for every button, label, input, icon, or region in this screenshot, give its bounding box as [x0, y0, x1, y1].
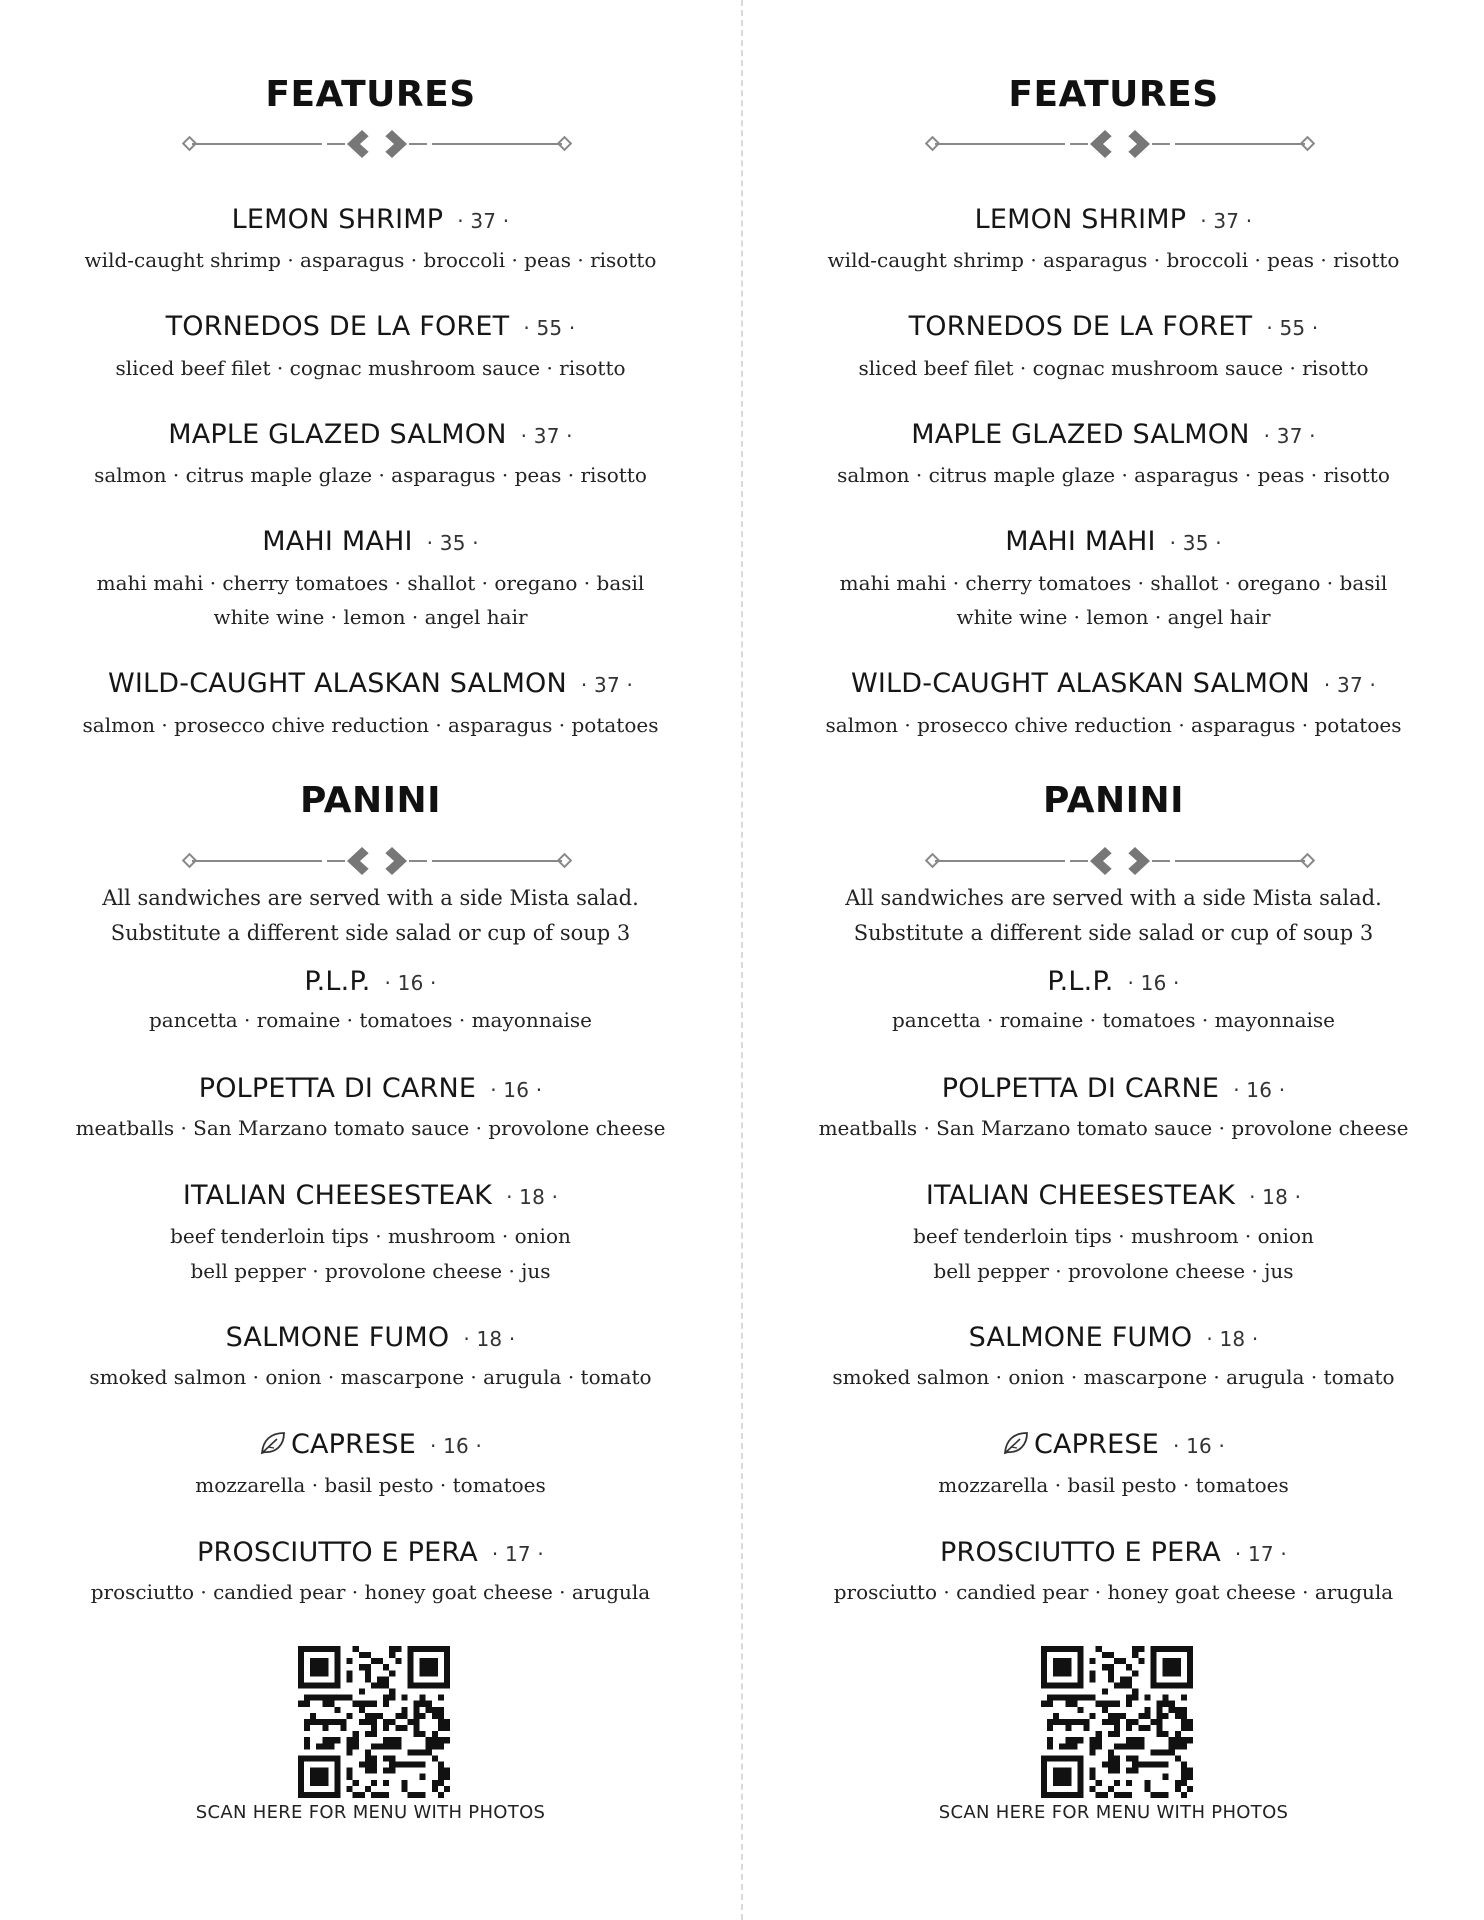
menu-item-name: SALMONE FUMO · 18 ·: [225, 1322, 516, 1353]
menu-item-description: prosciutto · candied pear · honey goat cheese · arugula: [833, 1580, 1394, 1604]
menu-item-description: mozzarella · basil pesto · tomatoes: [938, 1473, 1289, 1497]
menu-item-name: CAPRESE · 16 ·: [0, 1429, 741, 1460]
menu-item-description: salmon · citrus maple glaze · asparagus · peas · risotto: [837, 463, 1390, 487]
menu-item-name: PROSCIUTTO E PERA · 17 ·: [197, 1537, 544, 1568]
menu-item-name: WILD-CAUGHT ALASKAN SALMON · 37 ·: [107, 668, 634, 699]
menu-item-name: P.L.P. · 16 ·: [304, 966, 437, 997]
ornament-divider-icon: [182, 126, 572, 162]
panini-note: Substitute a different side salad or cup of soup 3: [853, 921, 1374, 945]
ornament-divider-icon: [182, 843, 572, 879]
menu-item-name: LEMON SHRIMP · 37 ·: [974, 204, 1253, 235]
panini-note: All sandwiches are served with a side Mista salad.: [845, 886, 1382, 910]
menu-item-description: beef tenderloin tips · mushroom · onion: [913, 1224, 1314, 1248]
menu-item-description: smoked salmon · onion · mascarpone · arugula · tomato: [832, 1365, 1395, 1389]
menu-item-name: POLPETTA DI CARNE · 16 ·: [198, 1073, 543, 1104]
menu-item-name: MAHI MAHI · 35 ·: [262, 526, 479, 557]
features-title: FEATURES: [265, 74, 476, 115]
qr-code-icon[interactable]: [298, 1646, 450, 1798]
menu-column: [743, 0, 1484, 1920]
menu-item-description: beef tenderloin tips · mushroom · onion: [170, 1224, 571, 1248]
panini-note: All sandwiches are served with a side Mista salad.: [102, 886, 639, 910]
menu-item-description: wild-caught shrimp · asparagus · broccoli · peas · risotto: [84, 248, 657, 272]
menu-item-description: pancetta · romaine · tomatoes · mayonnaise: [891, 1008, 1336, 1032]
menu-item-description: white wine · lemon · angel hair: [956, 605, 1271, 629]
panini-title: PANINI: [300, 780, 441, 821]
menu-item-description: bell pepper · provolone cheese · jus: [190, 1259, 551, 1283]
features-title: FEATURES: [1008, 74, 1219, 115]
menu-item-description: wild-caught shrimp · asparagus · broccoli · peas · risotto: [827, 248, 1400, 272]
menu-column: [0, 0, 741, 1920]
menu-item-description: mahi mahi · cherry tomatoes · shallot · oregano · basil: [96, 571, 645, 595]
menu-item-description: sliced beef filet · cognac mushroom sauce · risotto: [115, 356, 626, 380]
menu-item-description: pancetta · romaine · tomatoes · mayonnaise: [148, 1008, 593, 1032]
menu-item-description: mahi mahi · cherry tomatoes · shallot · oregano · basil: [839, 571, 1388, 595]
panini-note: Substitute a different side salad or cup of soup 3: [110, 921, 631, 945]
panini-title: PANINI: [1043, 780, 1184, 821]
ornament-divider-icon: [925, 843, 1315, 879]
menu-item-description: meatballs · San Marzano tomato sauce · provolone cheese: [818, 1116, 1409, 1140]
menu-item-name: TORNEDOS DE LA FORET · 55 ·: [165, 311, 576, 342]
menu-item-description: prosciutto · candied pear · honey goat cheese · arugula: [90, 1580, 651, 1604]
menu-item-description: sliced beef filet · cognac mushroom sauce · risotto: [858, 356, 1369, 380]
menu-item-name: WILD-CAUGHT ALASKAN SALMON · 37 ·: [850, 668, 1377, 699]
ornament-divider-icon: [925, 126, 1315, 162]
menu-item-name: P.L.P. · 16 ·: [1047, 966, 1180, 997]
menu-item-name: PROSCIUTTO E PERA · 17 ·: [940, 1537, 1287, 1568]
scan-caption: SCAN HERE FOR MENU WITH PHOTOS: [938, 1802, 1289, 1823]
menu-item-name: MAPLE GLAZED SALMON · 37 ·: [168, 419, 573, 450]
menu-item-name: MAPLE GLAZED SALMON · 37 ·: [911, 419, 1316, 450]
scan-caption: SCAN HERE FOR MENU WITH PHOTOS: [195, 1802, 546, 1823]
menu-item-description: smoked salmon · onion · mascarpone · arugula · tomato: [89, 1365, 652, 1389]
menu-item-name: MAHI MAHI · 35 ·: [1005, 526, 1222, 557]
menu-item-description: white wine · lemon · angel hair: [213, 605, 528, 629]
leaf-icon: [259, 1430, 287, 1456]
menu-item-description: mozzarella · basil pesto · tomatoes: [195, 1473, 546, 1497]
menu-item-name: SALMONE FUMO · 18 ·: [968, 1322, 1259, 1353]
menu-item-name: LEMON SHRIMP · 37 ·: [231, 204, 510, 235]
menu-item-name: TORNEDOS DE LA FORET · 55 ·: [908, 311, 1319, 342]
menu-item-description: salmon · prosecco chive reduction · asparagus · potatoes: [82, 713, 659, 737]
menu-item-description: meatballs · San Marzano tomato sauce · provolone cheese: [75, 1116, 666, 1140]
qr-code-icon[interactable]: [1041, 1646, 1193, 1798]
leaf-icon: [1002, 1430, 1030, 1456]
menu-item-description: bell pepper · provolone cheese · jus: [933, 1259, 1294, 1283]
menu-item-name: CAPRESE · 16 ·: [743, 1429, 1484, 1460]
menu-item-name: ITALIAN CHEESESTEAK · 18 ·: [925, 1180, 1302, 1211]
menu-item-description: salmon · citrus maple glaze · asparagus · peas · risotto: [94, 463, 647, 487]
menu-item-description: salmon · prosecco chive reduction · asparagus · potatoes: [825, 713, 1402, 737]
menu-item-name: POLPETTA DI CARNE · 16 ·: [941, 1073, 1286, 1104]
menu-item-name: ITALIAN CHEESESTEAK · 18 ·: [182, 1180, 559, 1211]
